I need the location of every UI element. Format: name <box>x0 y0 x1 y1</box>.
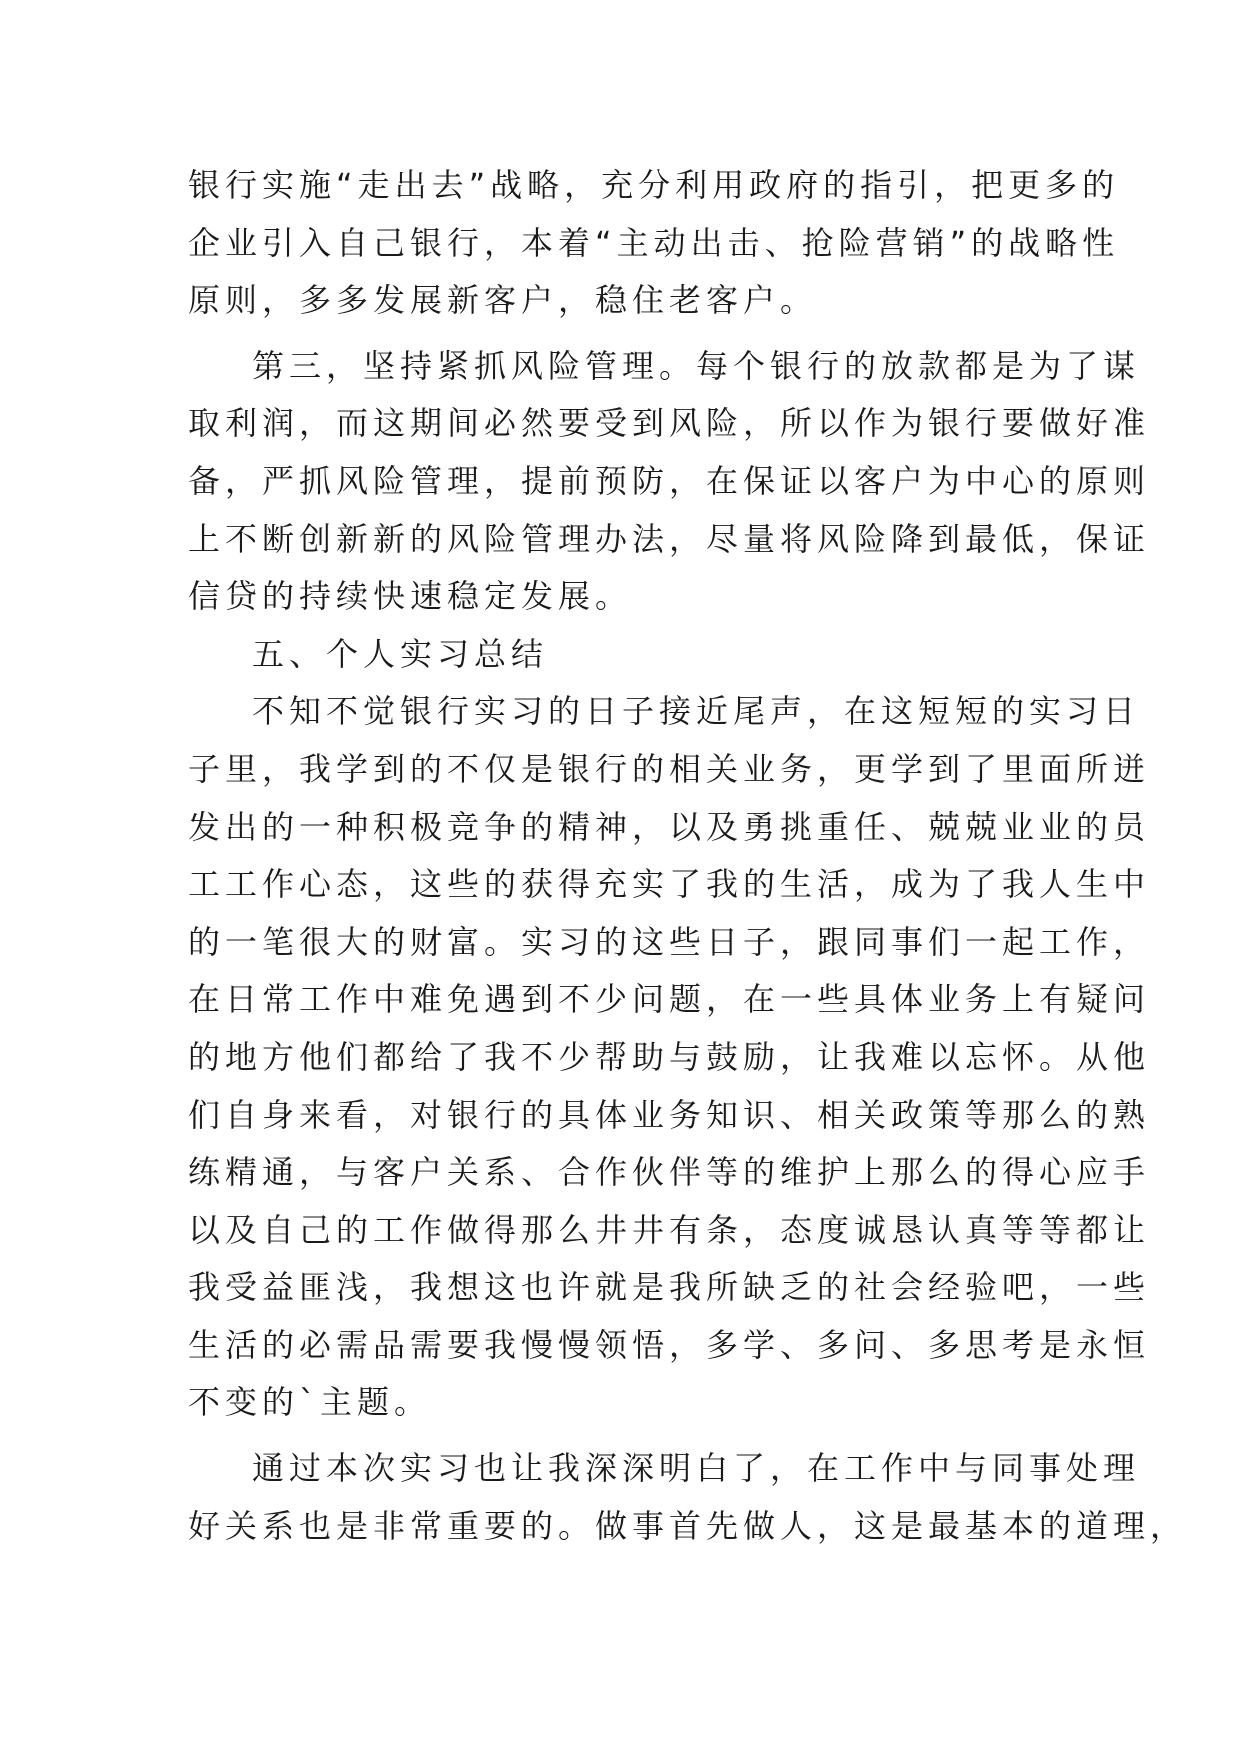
text-line: 好关系也是非常重要的。做事首先做人，这是最基本的道理， <box>188 1506 1188 1545</box>
text-line: 上不断创新新的风险管理办法，尽量将风险降到最低，保证 <box>188 519 1151 558</box>
text-line: 银行实施“走出去”战略，充分利用政府的指引，把更多的 <box>188 166 1120 204</box>
text-line: 不变的`主题。 <box>188 1383 432 1422</box>
section-heading: 五、个人实习总结 <box>252 634 549 673</box>
text-line: 们自身来看，对银行的具体业务知识、相关政策等那么的熟 <box>188 1095 1151 1134</box>
text-line: 发出的一种积极竞争的精神，以及勇挑重任、兢兢业业的员 <box>188 807 1151 846</box>
text-line: 子里，我学到的不仅是银行的相关业务，更学到了里面所迸 <box>188 749 1151 788</box>
paragraph-start-line: 第三，坚持紧抓风险管理。每个银行的放款都是为了谋 <box>252 346 1141 385</box>
text-line: 的一笔很大的财富。实习的这些日子，跟同事们一起工作， <box>188 922 1151 961</box>
text-line: 原则，多多发展新客户，稳住老客户。 <box>188 281 818 320</box>
body-text <box>188 157 1188 1555</box>
text-line: 备，严抓风险管理，提前预防，在保证以客户为中心的原则 <box>188 461 1151 500</box>
text-line: 企业引入自己银行，本着“主动出击、抢险营销”的战略性 <box>188 223 1120 262</box>
text-line: 练精通，与客户关系、合作伙伴等的维护上那么的得心应手 <box>188 1153 1151 1192</box>
paragraph-start-line: 不知不觉银行实习的日子接近尾声，在这短短的实习日 <box>252 692 1141 731</box>
text-line: 的地方他们都给了我不少帮助与鼓励，让我难以忘怀。从他 <box>188 1037 1151 1076</box>
text-line: 生活的必需品需要我慢慢领悟，多学、多问、多思考是永恒 <box>188 1325 1151 1364</box>
paragraph-start-line: 通过本次实习也让我深深明白了，在工作中与同事处理 <box>252 1449 1141 1488</box>
text-line: 在日常工作中难免遇到不少问题，在一些具体业务上有疑问 <box>188 980 1151 1019</box>
text-line: 信贷的持续快速稳定发展。 <box>188 577 633 616</box>
text-line: 取利润，而这期间必然要受到风险，所以作为银行要做好准 <box>188 404 1151 443</box>
text-line: 我受益匪浅，我想这也许就是我所缺乏的社会经验吧，一些 <box>188 1268 1151 1307</box>
text-line: 工工作心态，这些的获得充实了我的生活，成为了我人生中 <box>188 865 1151 904</box>
text-line: 以及自己的工作做得那么井井有条，态度诚恳认真等等都让 <box>188 1210 1151 1249</box>
